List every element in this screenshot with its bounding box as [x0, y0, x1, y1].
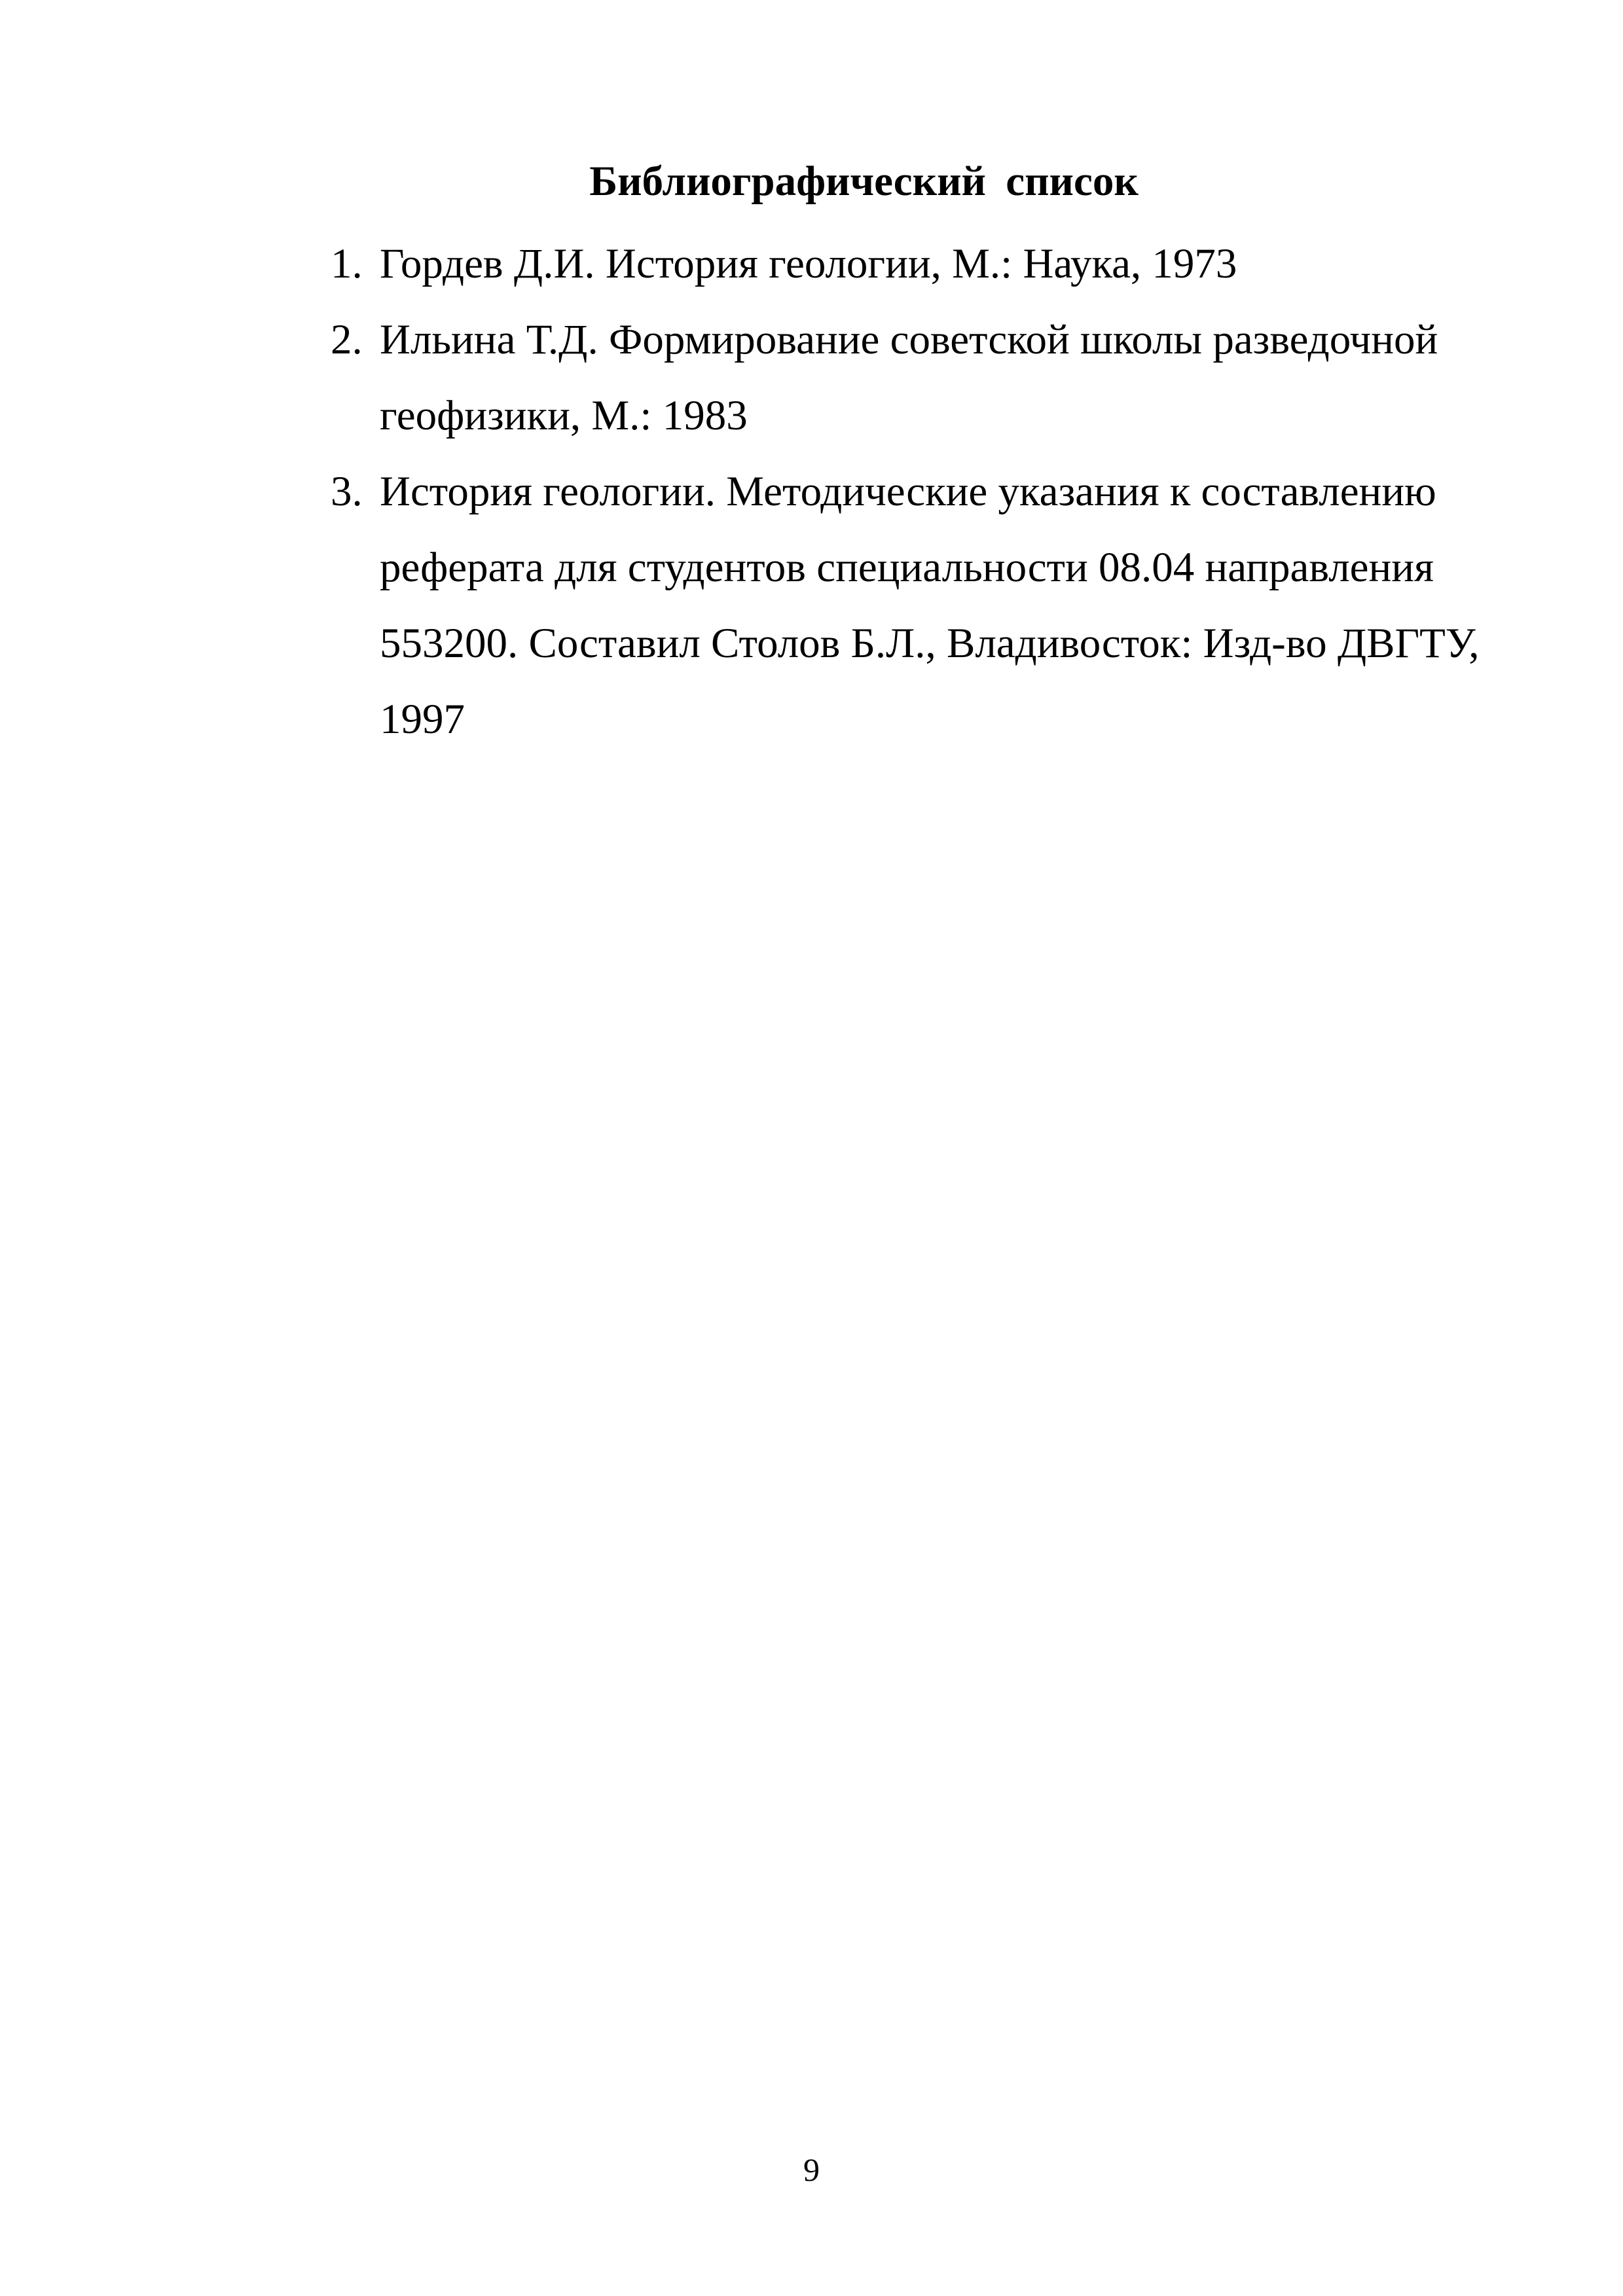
list-item	[331, 226, 1509, 302]
list-item-number: 2.	[331, 316, 363, 363]
page-number: 9	[803, 2151, 820, 2188]
list-item-text: Ильина Т.Д. Формирование советской школы разведочной геофизики, М.: 1983	[380, 316, 1438, 439]
list-item	[331, 302, 1509, 454]
bibliography-list	[331, 226, 1509, 757]
page-title: Библиографический список	[589, 158, 1139, 205]
list-item-number: 3.	[331, 468, 363, 515]
list-item-text: История геологии. Методические указания к составлению реферата для студентов специальности 08.04 направления 553200. Составил Столов Б.Л., Владивосток: Изд-во ДВГТУ, 1997	[380, 468, 1480, 743]
list-item-number: 1.	[331, 240, 363, 287]
list-item-text: Гордев Д.И. История геологии, М.: Наука, 1973	[380, 240, 1237, 287]
list-item	[331, 454, 1509, 757]
